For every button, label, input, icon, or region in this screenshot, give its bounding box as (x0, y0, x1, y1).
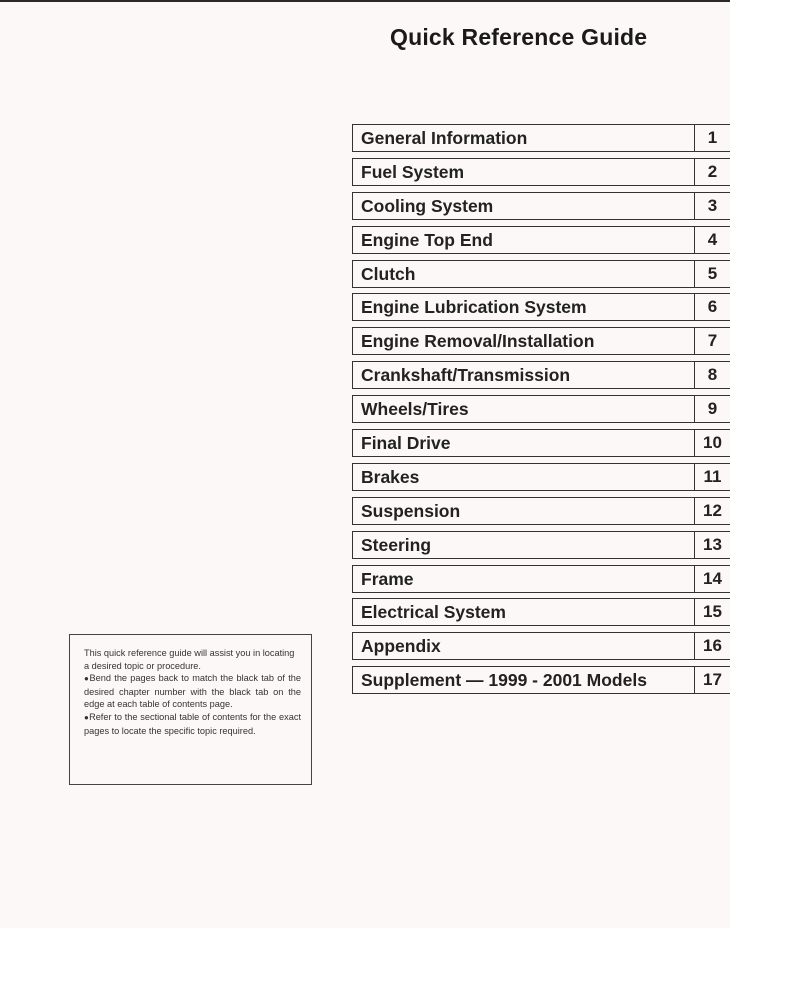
section-tab-row[interactable] (352, 361, 730, 389)
section-number: 8 (707, 365, 718, 385)
section-label: Suspension (361, 500, 461, 521)
note-intro: This quick reference guide will assist you in locating a desired topic or procedure. (84, 648, 295, 671)
section-number: 10 (703, 433, 722, 453)
section-tab-row[interactable] (352, 124, 730, 152)
section-tab-row[interactable] (352, 666, 730, 694)
section-label: Brakes (361, 466, 420, 487)
section-number: 16 (703, 636, 722, 656)
section-index (352, 124, 730, 700)
section-tab-row[interactable] (352, 293, 730, 321)
section-tab-row[interactable] (352, 429, 730, 457)
section-number: 17 (703, 670, 722, 690)
section-number: 14 (703, 568, 722, 588)
section-label: General Information (361, 128, 528, 148)
section-label: Engine Removal/Installation (361, 331, 595, 352)
section-label: Clutch (361, 263, 416, 284)
usage-note-box (69, 634, 312, 785)
section-label: Frame (361, 568, 414, 589)
bullet-icon: ● (84, 674, 90, 684)
section-tab-row[interactable] (352, 598, 730, 626)
section-label: Engine Top End (361, 229, 493, 250)
section-tab-row[interactable] (352, 497, 730, 525)
note-bullet-text: Refer to the sectional table of contents for the exact pages to locate the specific topic required. (84, 711, 301, 736)
section-number: 15 (703, 602, 722, 622)
section-number: 12 (703, 500, 722, 520)
section-label: Final Drive (361, 433, 451, 454)
page-title: Quick Reference Guide (390, 24, 648, 50)
section-tab-row[interactable] (352, 395, 730, 423)
section-number: 5 (707, 263, 718, 283)
section-number: 4 (707, 229, 718, 249)
section-label: Crankshaft/Transmission (361, 365, 571, 386)
section-number: 1 (707, 128, 718, 147)
section-tab-row[interactable] (352, 632, 730, 660)
bullet-icon: ● (84, 712, 90, 722)
section-number: 6 (707, 297, 718, 317)
section-label: Cooling System (361, 195, 494, 216)
section-label: Supplement — 1999 - 2001 Models (361, 670, 647, 691)
section-tab-row[interactable] (352, 565, 730, 593)
section-tab-row[interactable] (352, 260, 730, 288)
section-label: Steering (361, 534, 432, 555)
section-tab-row[interactable] (352, 226, 730, 254)
section-label: Appendix (361, 636, 441, 657)
section-label: Wheels/Tires (361, 399, 469, 420)
section-number: 2 (707, 161, 718, 181)
section-number: 7 (707, 331, 718, 351)
section-tab-row[interactable] (352, 463, 730, 491)
section-label: Electrical System (361, 602, 506, 623)
section-label: Fuel System (361, 161, 465, 182)
section-number: 3 (707, 195, 718, 215)
section-tab-row[interactable] (352, 531, 730, 559)
section-label: Engine Lubrication System (361, 297, 587, 318)
section-tab-row[interactable] (352, 158, 730, 186)
section-number: 9 (707, 399, 718, 419)
section-number: 11 (703, 466, 722, 486)
section-tab-row[interactable] (352, 327, 730, 355)
note-bullet (84, 672, 301, 711)
section-number: 13 (703, 534, 722, 554)
note-bullet-text: Bend the pages back to match the black tab of the desired chapter number with the black tab on the edge at each table of contents page. (84, 673, 301, 710)
note-bullet (84, 711, 301, 737)
section-tab-row[interactable] (352, 192, 730, 220)
